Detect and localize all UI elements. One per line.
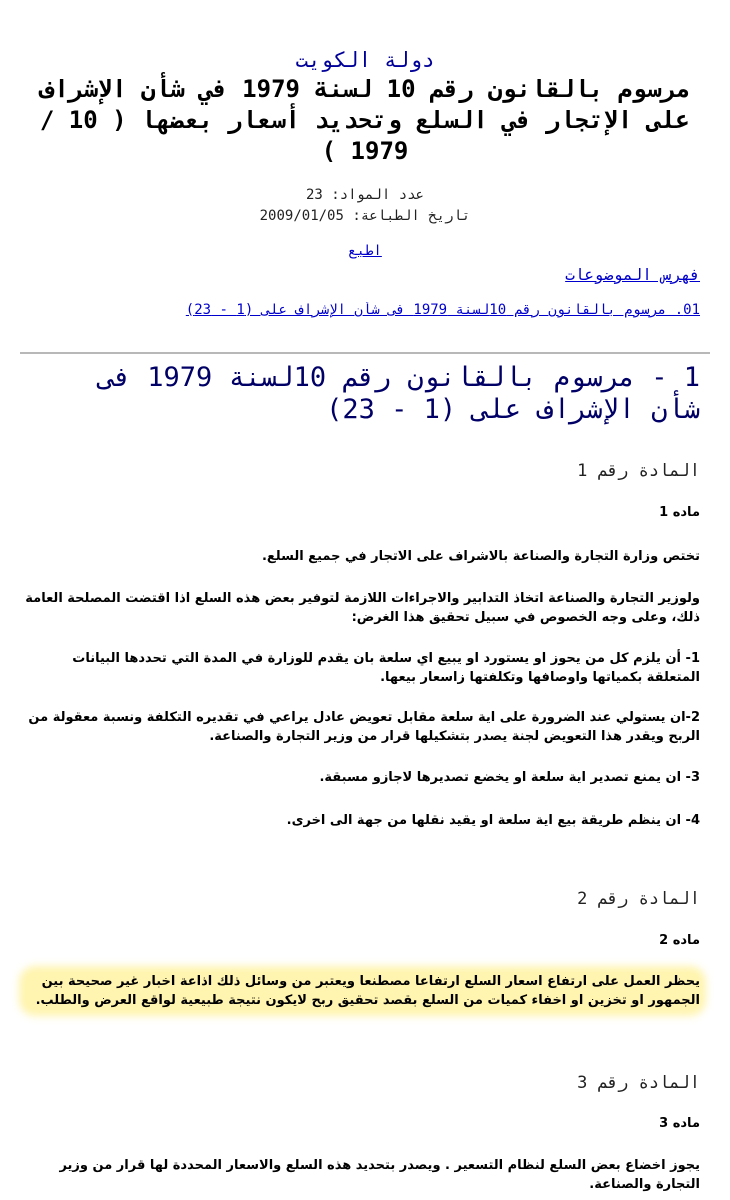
article-label: ماده 2 xyxy=(659,933,700,948)
section-divider xyxy=(20,352,710,354)
article-heading: المادة رقم 3 xyxy=(577,1073,700,1093)
toc-heading-link[interactable]: فهرس الموضوعات xyxy=(565,265,700,284)
article-paragraph: يجوز اخضاع بعض السلع لنظام التسعير . ويصدر بتحديد هذه السلع والاسعار المحددة لها قرار من وزير التجارة والصناعة. xyxy=(59,1158,700,1192)
toc-item-link[interactable]: 01. مرسوم بالقانون رقم 10لسنة 1979 فى شأن الإشراف على (1 - 23) xyxy=(185,302,700,318)
article-paragraph: 1- أن يلزم كل من يحوز او يستورد او يبيع اي سلعة بان يقدم للوزارة في المدة التي تحددها البيانات المتعلقة بكمياتها واوصافها وتكلفتها زاسعار بيعها. xyxy=(72,651,700,685)
article-paragraph: 3- ان يمنع تصدير اية سلعة او يخضع تصديرها لاجازو مسبقة. xyxy=(319,770,700,785)
article-paragraph: 4- ان ينظم طريقة بيع اية سلعة او يقيد نقلها من جهة الى اخرى. xyxy=(286,813,700,828)
section-title: 1 - مرسوم بالقانون رقم 10لسنة 1979 فى شأن الإشراف على (1 - 23) xyxy=(98,362,700,425)
article-heading: المادة رقم 1 xyxy=(577,461,700,481)
article-label: ماده 1 xyxy=(659,505,700,520)
article-paragraph: ولوزير التجارة والصناعة اتخاذ التدابير والاجراءات اللازمة لتوفير بعض هذه السلع اذا اقتضت المصلحة العامة ذلك، وعلى وجه الخصوص في سبيل تحقيق هذا الغرض: xyxy=(25,591,700,625)
country-name: دولة الكويت xyxy=(295,48,435,72)
print-link[interactable]: اطبع xyxy=(348,243,382,259)
document-title: مرسوم بالقانون رقم 10 لسنة 1979 في شأن الإشراف على الإتجار في السلع وتحديد أسعار بعضها ( 10 / 1979 ) xyxy=(39,75,691,165)
highlighted-paragraph: يحظر العمل على ارتفاع اسعار السلع ارتفاعا مصطنعا ويعتبر من وسائل ذلك اذاعة اخبار غير صحيحة بين الجمهور او تخزين او اخفاء كميات من السلع بقصد تحقيق ربح لايكون نتيجة طبيعية لواقع العرض والطلب. xyxy=(25,972,700,1010)
print-date: تاريخ الطباعة: 2009/01/05 xyxy=(259,208,471,224)
article-label: ماده 3 xyxy=(659,1116,700,1131)
articles-count: عدد المواد: 23 xyxy=(305,187,424,203)
article-paragraph: تختص وزارة التجارة والصناعة بالاشراف على الاتجار في جميع السلع. xyxy=(261,549,700,564)
article-paragraph: 2-ان يستولي عند الضرورة على اية سلعة مقابل تعويض عادل يراعي في تقديره التكلفة ونسبة معقولة من الربح ويقدر هذا التعويض لجنة يصدر بتشكيلها قرار من وزير التجارة والصناعة. xyxy=(28,710,700,744)
article-heading: المادة رقم 2 xyxy=(577,889,700,909)
document-meta xyxy=(0,185,730,227)
